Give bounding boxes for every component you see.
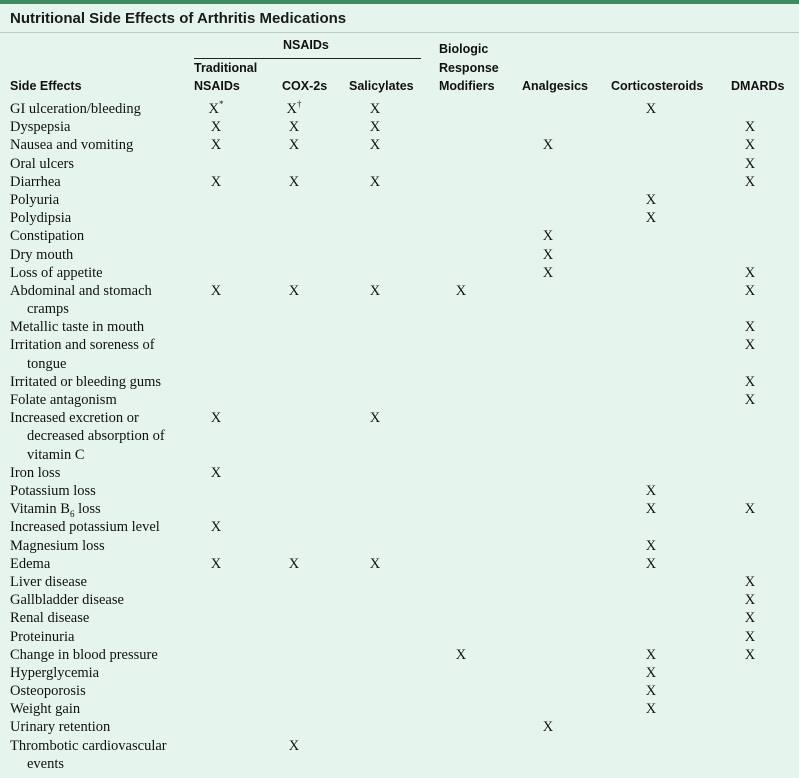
traditional-header-line2: NSAIDs [194,79,240,93]
table-body [0,100,799,773]
mark-traditional-nsaids: X [210,410,222,427]
side-effect-label: Abdominal and stomach cramps [10,282,152,318]
mark-dmards: X [744,119,756,136]
mark-corticosteroids: X [645,555,657,572]
mark-traditional-nsaids: X [210,464,222,481]
mark-salicylates: X [369,410,381,427]
mark-dmards: X [744,173,756,190]
table-row [0,409,799,464]
mark-dmards: X [744,646,756,663]
mark-corticosteroids: X [645,191,657,208]
side-effect-label: Proteinuria [10,628,75,645]
table-row [0,500,799,518]
mark-corticosteroids: X [645,646,657,663]
table-row [0,282,799,318]
mark-dmards: X [744,628,756,645]
side-effect-label: Vitamin $B_6$ loss [10,501,101,520]
side-effect-label: Dyspepsia [10,119,71,136]
mark-dmards: X [744,610,756,627]
analgesics-header: Analgesics [522,79,589,93]
mark-salicylates: X [369,101,381,117]
dmards-header: DMARDs [731,79,785,93]
traditional-header-line1: Traditional [194,61,258,75]
side-effect-label: Liver disease [10,573,87,590]
side-effect-label: Change in blood pressure [10,646,158,663]
footnote-mark: * [218,99,224,110]
side-effect-label: GI ulceration/bleeding [10,101,141,117]
table-row [0,682,799,700]
mark-corticosteroids: X [645,537,657,554]
table-row [0,155,799,173]
nsaids-group-header: NSAIDs [283,38,329,52]
mark-salicylates: X [369,555,381,572]
mark-traditional-nsaids: X [210,555,222,572]
side-effect-label: Folate antagonism [10,392,117,409]
mark-analgesics: X [542,228,554,245]
table-row [0,591,799,609]
table-row [0,391,799,409]
mark-traditional-nsaids: X [210,519,222,536]
side-effect-label: Thrombotic cardiovascular events [10,737,167,772]
mark-analgesics: X [542,246,554,263]
mark-corticosteroids: X [645,664,657,681]
mark-biologic-response-modifiers: X [455,282,467,299]
table-row [0,100,799,118]
mark-traditional-nsaids: X* [208,99,224,117]
mark-cox2s: X [288,137,300,154]
side-effect-label: Polydipsia [10,210,72,227]
side-effect-label: Nausea and vomiting [10,137,134,154]
table-row [0,482,799,500]
mark-cox2s: X [288,555,300,572]
biologic-header-line3: Modifiers [439,79,495,93]
mark-traditional-nsaids: X [210,282,222,299]
mark-cox2s: X [288,282,300,299]
mark-dmards: X [744,373,756,390]
mark-salicylates: X [369,173,381,190]
mark-corticosteroids: X [645,483,657,499]
side-effect-label: Oral ulcers [10,155,75,172]
table-header [0,33,799,100]
table-row [0,373,799,391]
cox2-header: COX-2s [282,79,328,93]
side-effect-label: Loss of appetite [10,264,103,281]
mark-corticosteroids: X [645,210,657,227]
table-row [0,646,799,664]
side-effect-label: Polyuria [10,191,60,208]
table-row [0,700,799,718]
side-effect-label: Potassium loss [10,483,96,499]
side-effect-label: Edema [10,555,51,572]
table-row [0,628,799,646]
mark-dmards: X [744,392,756,409]
table-row [0,537,799,555]
mark-salicylates: X [369,137,381,154]
mark-dmards: X [744,264,756,281]
side-effect-label: Increased potassium level [10,519,160,536]
table-row [0,136,799,154]
mark-traditional-nsaids: X [210,119,222,136]
mark-dmards: X [744,319,756,336]
table-title: Nutritional Side Effects of Arthritis Medications [0,4,799,33]
mark-dmards: X [744,501,756,518]
mark-cox2s: X [288,119,300,136]
table-row [0,737,799,773]
mark-corticosteroids: X [645,101,657,117]
side-effect-label: Urinary retention [10,719,111,736]
mark-cox2s: X [288,737,300,754]
table-row [0,227,799,245]
footnote-mark: † [296,99,302,110]
side-effect-label: Iron loss [10,464,61,481]
mark-dmards: X [744,592,756,609]
mark-dmards: X [744,337,756,354]
side-effects-header: Side Effects [10,79,82,93]
side-effect-label: Renal disease [10,610,90,627]
table-row [0,173,799,191]
mark-dmards: X [744,573,756,590]
side-effect-label: Dry mouth [10,246,74,263]
mark-dmards: X [744,137,756,154]
mark-salicylates: X [369,119,381,136]
mark-analgesics: X [542,719,554,736]
table-row [0,464,799,482]
side-effect-label: Diarrhea [10,173,61,190]
table-row [0,573,799,591]
side-effect-label: Irritation and soreness of tongue [10,337,155,372]
mark-traditional-nsaids: X [210,137,222,154]
side-effect-label: Osteoporosis [10,683,86,700]
mark-dmards: X [744,155,756,172]
side-effect-label: Increased excretion or decreased absorption of vitamin C [10,410,165,463]
salicylates-header: Salicylates [349,79,414,93]
biologic-header-line1: Biologic [439,42,489,56]
table-row [0,118,799,136]
mark-cox2s: X† [286,99,302,117]
table-row [0,318,799,336]
table-row [0,518,799,536]
table-row [0,718,799,736]
mark-corticosteroids: X [645,501,657,518]
mark-analgesics: X [542,264,554,281]
side-effect-label: Magnesium loss [10,537,105,554]
mark-traditional-nsaids: X [210,173,222,190]
side-effect-label: Hyperglycemia [10,664,100,681]
mark-dmards: X [744,282,756,299]
corticosteroids-header: Corticosteroids [611,79,704,93]
side-effect-label: Metallic taste in mouth [10,319,145,336]
table-row [0,209,799,227]
table-row [0,609,799,627]
table-row [0,336,799,372]
table-row [0,555,799,573]
side-effect-label: Gallbladder disease [10,592,124,609]
side-effect-label: Constipation [10,228,85,245]
table-row [0,664,799,682]
mark-salicylates: X [369,282,381,299]
mark-analgesics: X [542,137,554,154]
side-effect-label: Weight gain [10,701,81,718]
side-effect-label: Irritated or bleeding gums [10,373,161,390]
biologic-header-line2: Response [439,61,499,75]
mark-corticosteroids: X [645,701,657,718]
mark-cox2s: X [288,173,300,190]
table-row [0,191,799,209]
mark-corticosteroids: X [645,683,657,700]
table-row [0,246,799,264]
mark-biologic-response-modifiers: X [455,646,467,663]
table-row [0,264,799,282]
